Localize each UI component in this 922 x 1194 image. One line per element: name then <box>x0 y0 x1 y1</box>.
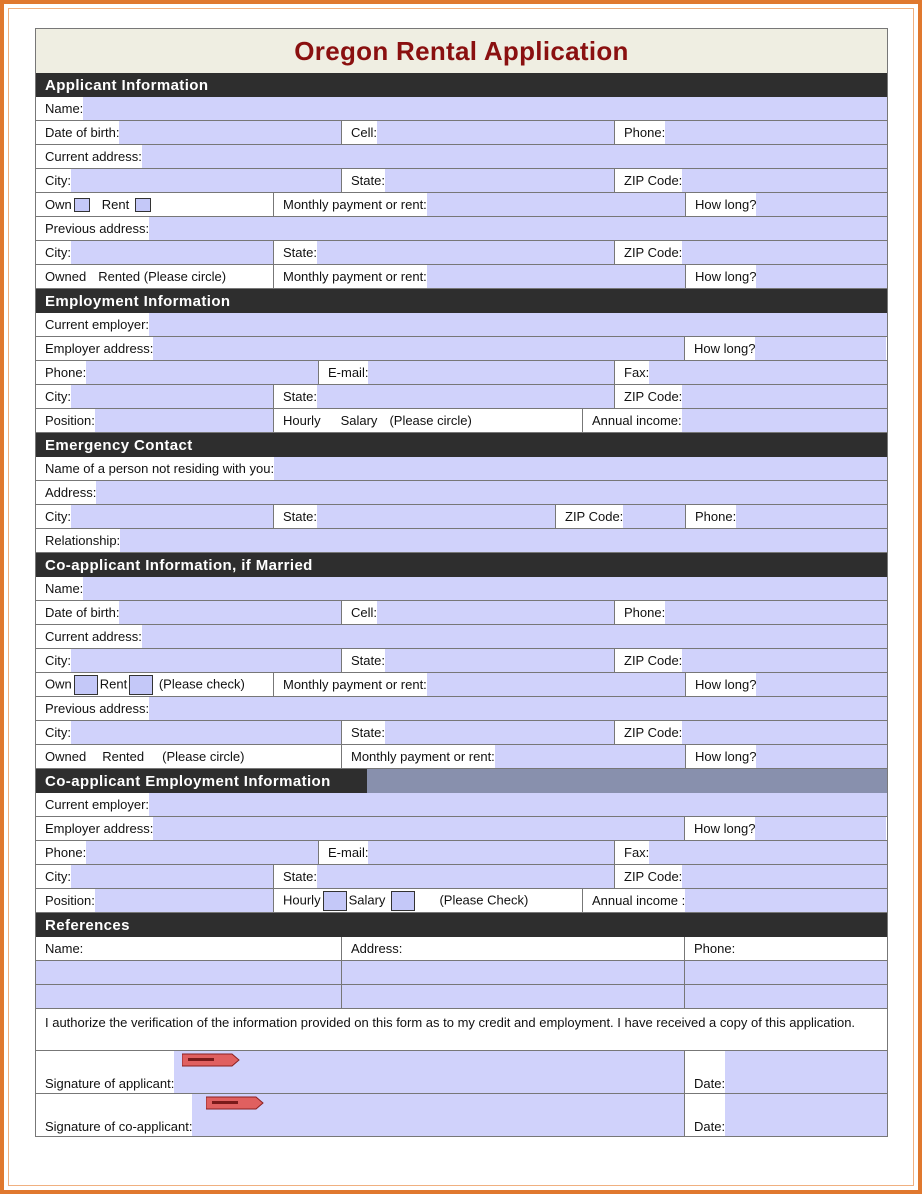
coapplicant-signature-row <box>36 1094 887 1136</box>
coapplicant-phone-field[interactable] <box>665 601 887 624</box>
employer-address-label: Employer address: <box>45 341 154 356</box>
employer-fax-field[interactable] <box>649 361 887 384</box>
co-employer-phone-row <box>36 841 887 865</box>
co-employer-address-field[interactable] <box>153 817 684 840</box>
section-coapplicant-employment-title: Co-applicant Employment Information <box>36 769 367 793</box>
employer-city-row <box>36 385 887 409</box>
co-employer-city-field[interactable] <box>71 865 273 888</box>
employer-annual-income-field[interactable] <box>682 409 887 432</box>
employer-zip-field[interactable] <box>682 385 887 408</box>
coapplicant-rent-checkbox[interactable] <box>129 675 153 695</box>
zip-label: ZIP Code: <box>565 509 624 524</box>
applicant-prev-city-field[interactable] <box>71 241 273 264</box>
city-label: City: <box>45 173 71 188</box>
emergency-name-row <box>36 457 887 481</box>
co-employer-city-row <box>36 865 887 889</box>
salary-label: Salary <box>348 891 386 907</box>
employer-state-field[interactable] <box>317 385 614 408</box>
applicant-cell-field[interactable] <box>377 121 614 144</box>
how-long-label: How long? <box>695 269 757 284</box>
co-employer-fax-field[interactable] <box>649 841 887 864</box>
emergency-phone-field[interactable] <box>736 505 887 528</box>
zip-label: ZIP Code: <box>624 725 683 740</box>
emergency-name-field[interactable] <box>274 457 887 480</box>
phone-label: Phone: <box>624 125 666 140</box>
phone-label: Phone: <box>45 365 87 380</box>
coapplicant-name-field[interactable] <box>83 577 887 600</box>
reference-row <box>36 985 887 1009</box>
section-references: References <box>36 913 887 937</box>
ref-address-header: Address: <box>351 941 403 956</box>
current-employer-label: Current employer: <box>45 797 150 812</box>
reference-1-address-field[interactable] <box>342 961 685 984</box>
emergency-relationship-row <box>36 529 887 553</box>
monthly-payment-label: Monthly payment or rent: <box>351 749 495 764</box>
city-label: City: <box>45 653 71 668</box>
name-label: Name: <box>45 581 84 596</box>
reference-row <box>36 961 887 985</box>
city-label: City: <box>45 245 71 260</box>
please-circle-label: (Please circle) <box>389 413 472 428</box>
employer-address-field[interactable] <box>153 337 684 360</box>
emergency-city-field[interactable] <box>71 505 273 528</box>
applicant-monthly-payment-field[interactable] <box>427 193 685 216</box>
ref-name-header: Name: <box>45 941 84 956</box>
city-label: City: <box>45 725 71 740</box>
applicant-phone-field[interactable] <box>665 121 887 144</box>
coapplicant-zip-field[interactable] <box>682 649 887 672</box>
coapplicant-prev-zip-field[interactable] <box>682 721 887 744</box>
coapplicant-cell-field[interactable] <box>377 601 614 624</box>
coapplicant-date-field[interactable] <box>725 1094 887 1136</box>
sign-here-tag-icon <box>182 1053 240 1067</box>
zip-label: ZIP Code: <box>624 245 683 260</box>
coapplicant-prev-how-long-field[interactable] <box>756 745 887 768</box>
employer-address-row <box>36 337 887 361</box>
coapplicant-previous-address-row <box>36 697 887 721</box>
emergency-city-row <box>36 505 887 529</box>
owned-option[interactable]: Owned <box>45 269 87 284</box>
employer-row <box>36 313 887 337</box>
zip-label: ZIP Code: <box>624 869 683 884</box>
state-label: State: <box>283 869 317 884</box>
applicant-how-long-field[interactable] <box>756 193 887 216</box>
references-header-row <box>36 937 887 961</box>
rent-label: Rent <box>101 196 130 212</box>
reference-2-name-field[interactable] <box>36 985 342 1008</box>
rent-label: Rent <box>99 675 128 691</box>
annual-income-label: Annual income: <box>592 413 682 428</box>
position-label: Position: <box>45 893 95 908</box>
reference-2-phone-field[interactable] <box>685 985 887 1008</box>
own-label: Own <box>45 675 72 691</box>
co-employer-row <box>36 793 887 817</box>
emergency-address-field[interactable] <box>96 481 887 504</box>
applicant-previous-address-row <box>36 217 887 241</box>
please-circle-label: (Please circle) <box>162 749 245 764</box>
monthly-payment-label: Monthly payment or rent: <box>283 677 427 692</box>
coapplicant-how-long-field[interactable] <box>756 673 887 696</box>
hourly-option[interactable]: Hourly <box>283 413 321 428</box>
co-employer-annual-income-field[interactable] <box>685 889 887 912</box>
coapplicant-dob-row <box>36 601 887 625</box>
dob-label: Date of birth: <box>45 605 120 620</box>
employer-email-field[interactable] <box>368 361 614 384</box>
coapplicant-state-field[interactable] <box>385 649 614 672</box>
name-label: Name: <box>45 101 84 116</box>
state-label: State: <box>351 173 385 188</box>
coapplicant-prev-city-row <box>36 721 887 745</box>
position-label: Position: <box>45 413 95 428</box>
reference-1-phone-field[interactable] <box>685 961 887 984</box>
applicant-dob-field[interactable] <box>119 121 341 144</box>
emergency-state-field[interactable] <box>317 505 555 528</box>
relationship-label: Relationship: <box>45 533 121 548</box>
state-label: State: <box>283 389 317 404</box>
cell-label: Cell: <box>351 605 378 620</box>
monthly-payment-label: Monthly payment or rent: <box>283 197 427 212</box>
applicant-current-address-field[interactable] <box>142 145 887 168</box>
coapplicant-previous-address-field[interactable] <box>149 697 887 720</box>
own-label: Own <box>45 196 72 212</box>
city-label: City: <box>45 869 71 884</box>
coapplicant-own-checkbox[interactable] <box>74 675 98 695</box>
state-label: State: <box>351 725 385 740</box>
emergency-relationship-field[interactable] <box>120 529 887 552</box>
date-label: Date: <box>694 1076 726 1091</box>
coapplicant-dob-field[interactable] <box>119 601 341 624</box>
authorization-statement: I authorize the verification of the information provided on this form as to my credit and employment. I have received a copy of this application. <box>36 1009 887 1051</box>
phone-label: Phone: <box>624 605 666 620</box>
applicant-prev-city-row <box>36 241 887 265</box>
coapplicant-prev-state-field[interactable] <box>385 721 614 744</box>
section-header-shade <box>367 769 887 793</box>
applicant-prev-state-field[interactable] <box>317 241 614 264</box>
coapplicant-prev-city-field[interactable] <box>71 721 341 744</box>
applicant-name-row <box>36 97 887 121</box>
section-employment-information: Employment Information <box>36 289 887 313</box>
current-address-label: Current address: <box>45 629 142 644</box>
current-address-label: Current address: <box>45 149 142 164</box>
coapplicant-city-field[interactable] <box>71 649 341 672</box>
annual-income-label: Annual income : <box>592 893 686 908</box>
employer-phone-row <box>36 361 887 385</box>
own-checkbox[interactable] <box>74 198 90 212</box>
co-employer-email-field[interactable] <box>368 841 614 864</box>
page-title: Oregon Rental Application <box>294 35 629 66</box>
section-applicant-information: Applicant Information <box>36 73 887 97</box>
co-employer-how-long-field[interactable] <box>755 817 886 840</box>
city-label: City: <box>45 389 71 404</box>
applicant-city-row <box>36 169 887 193</box>
please-check-label: (Please Check) <box>439 891 529 907</box>
co-current-employer-field[interactable] <box>149 793 887 816</box>
salary-option[interactable]: Salary <box>340 413 378 428</box>
dob-label: Date of birth: <box>45 125 120 140</box>
applicant-previous-address-field[interactable] <box>149 217 887 240</box>
reference-1-name-field[interactable] <box>36 961 342 984</box>
current-employer-field[interactable] <box>149 313 887 336</box>
how-long-label: How long? <box>695 197 757 212</box>
coapplicant-address-row <box>36 625 887 649</box>
co-employer-address-row <box>36 817 887 841</box>
how-long-label: How long? <box>694 341 756 356</box>
current-employer-label: Current employer: <box>45 317 150 332</box>
applicant-prev-how-long-field[interactable] <box>756 265 887 288</box>
emergency-zip-field[interactable] <box>623 505 685 528</box>
applicant-signature-row <box>36 1051 887 1094</box>
applicant-city-field[interactable] <box>71 169 341 192</box>
state-label: State: <box>283 509 317 524</box>
owned-option[interactable]: Owned <box>45 749 87 764</box>
rented-option[interactable]: Rented (Please circle) <box>98 269 227 284</box>
applicant-prev-zip-field[interactable] <box>682 241 887 264</box>
applicant-own-rent-row <box>36 193 887 217</box>
applicant-signature-field[interactable] <box>174 1051 684 1093</box>
how-long-label: How long? <box>694 821 756 836</box>
rented-option[interactable]: Rented <box>102 749 145 764</box>
applicant-zip-field[interactable] <box>682 169 887 192</box>
person-not-residing-label: Name of a person not residing with you: <box>45 461 275 476</box>
employer-address-label: Employer address: <box>45 821 154 836</box>
monthly-payment-label: Monthly payment or rent: <box>283 269 427 284</box>
coapplicant-own-rent-row <box>36 673 887 697</box>
signature-applicant-label: Signature of applicant: <box>45 1076 175 1091</box>
city-label: City: <box>45 509 71 524</box>
emergency-address-row <box>36 481 887 505</box>
section-emergency-contact: Emergency Contact <box>36 433 887 457</box>
reference-2-address-field[interactable] <box>342 985 685 1008</box>
co-employer-state-field[interactable] <box>317 865 614 888</box>
co-employer-position-row <box>36 889 887 913</box>
salary-checkbox[interactable] <box>391 891 415 911</box>
applicant-name-field[interactable] <box>83 97 887 120</box>
coapplicant-prev-owned-row <box>36 745 887 769</box>
zip-label: ZIP Code: <box>624 173 683 188</box>
please-check-label: (Please check) <box>158 675 245 691</box>
rent-checkbox[interactable] <box>135 198 151 212</box>
employer-phone-field[interactable] <box>86 361 318 384</box>
applicant-address-row <box>36 145 887 169</box>
rental-application-form <box>35 28 888 1137</box>
how-long-label: How long? <box>695 677 757 692</box>
employer-city-field[interactable] <box>71 385 273 408</box>
previous-address-label: Previous address: <box>45 221 150 236</box>
phone-label: Phone: <box>45 845 87 860</box>
zip-label: ZIP Code: <box>624 653 683 668</box>
applicant-prev-monthly-field[interactable] <box>427 265 685 288</box>
coapplicant-current-address-field[interactable] <box>142 625 887 648</box>
applicant-date-field[interactable] <box>725 1051 887 1093</box>
co-employer-position-field[interactable] <box>95 889 273 912</box>
coapplicant-signature-field[interactable] <box>192 1094 684 1136</box>
co-employer-phone-field[interactable] <box>86 841 318 864</box>
coapplicant-monthly-field[interactable] <box>427 673 685 696</box>
how-long-label: How long? <box>695 749 757 764</box>
state-label: State: <box>351 653 385 668</box>
fax-label: Fax: <box>624 845 650 860</box>
date-label: Date: <box>694 1119 726 1134</box>
signature-coapplicant-label: Signature of co-applicant: <box>45 1119 193 1134</box>
applicant-prev-owned-row <box>36 265 887 289</box>
previous-address-label: Previous address: <box>45 701 150 716</box>
section-coapplicant-employment <box>36 769 887 793</box>
phone-label: Phone: <box>695 509 737 524</box>
coapplicant-name-row <box>36 577 887 601</box>
hourly-label: Hourly <box>283 891 321 907</box>
coapplicant-city-row <box>36 649 887 673</box>
co-employer-zip-field[interactable] <box>682 865 887 888</box>
state-label: State: <box>283 245 317 260</box>
ref-phone-header: Phone: <box>694 941 736 956</box>
applicant-state-field[interactable] <box>385 169 614 192</box>
email-label: E-mail: <box>328 365 369 380</box>
address-label: Address: <box>45 485 97 500</box>
employer-position-row <box>36 409 887 433</box>
cell-label: Cell: <box>351 125 378 140</box>
sign-here-tag-icon <box>206 1096 264 1110</box>
applicant-dob-row <box>36 121 887 145</box>
employer-position-field[interactable] <box>95 409 273 432</box>
coapplicant-prev-monthly-field[interactable] <box>495 745 685 768</box>
hourly-checkbox[interactable] <box>323 891 347 911</box>
employer-how-long-field[interactable] <box>755 337 886 360</box>
zip-label: ZIP Code: <box>624 389 683 404</box>
title-bar <box>36 28 887 73</box>
section-coapplicant-information: Co-applicant Information, if Married <box>36 553 887 577</box>
email-label: E-mail: <box>328 845 369 860</box>
fax-label: Fax: <box>624 365 650 380</box>
